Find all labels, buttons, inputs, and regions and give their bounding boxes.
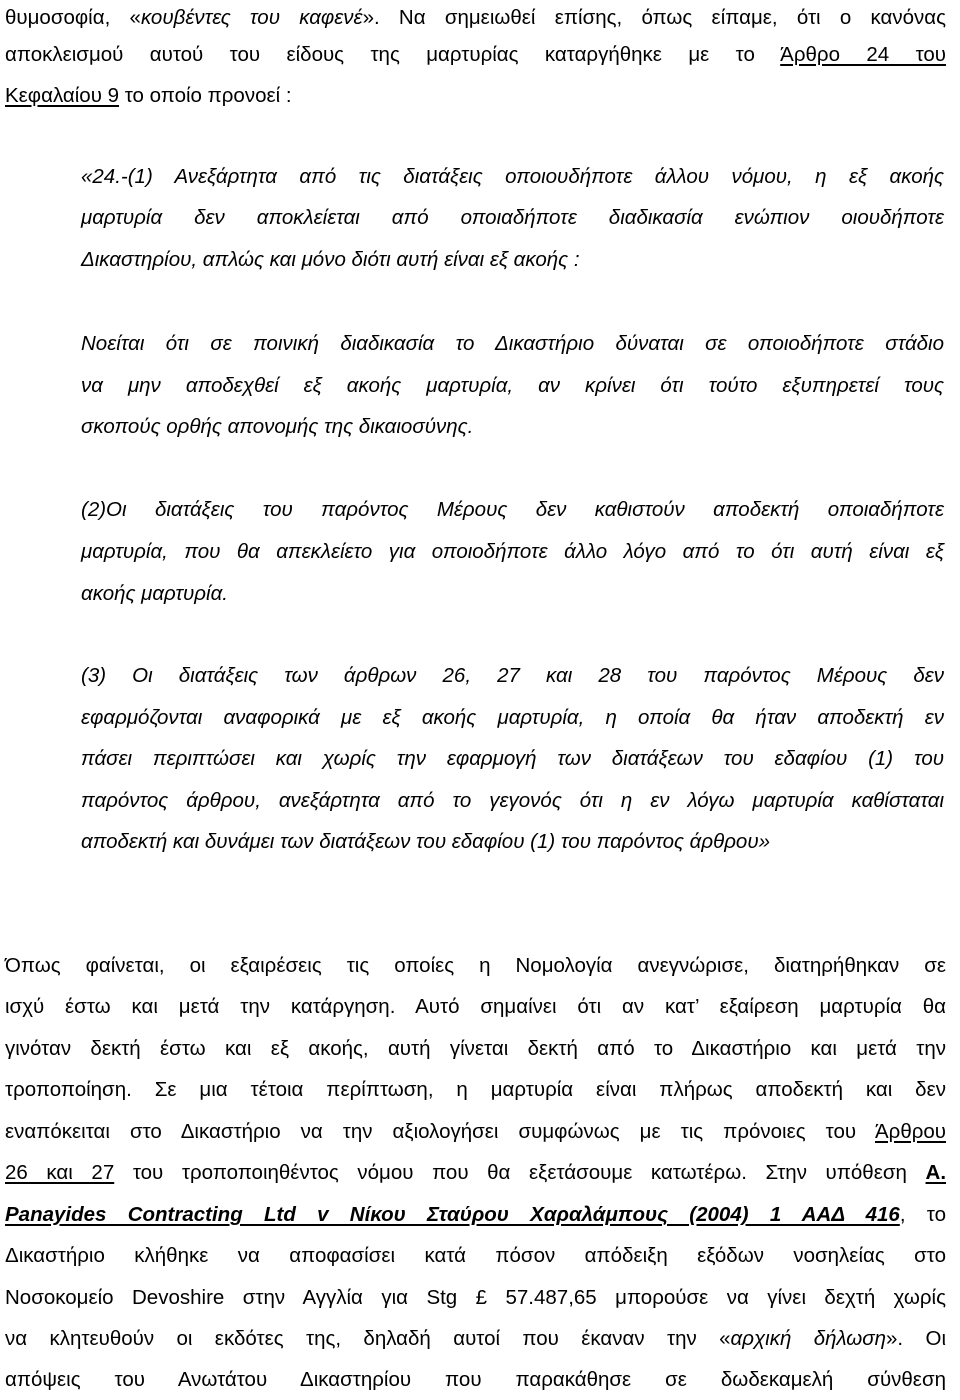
paragraph-line: Δικαστήριο κλήθηκε να αποφασίσει κατά πόσον απόδειξη εξόδων νοσηλείας στο [5,1244,946,1267]
paragraph-line [5,1153,946,1193]
text-run: ». Οι [886,1327,946,1350]
text-run: , το [899,1203,946,1226]
case-citation: Α. [925,1161,947,1184]
quote-line: μαρτυρία, που θα απεκλείετο για οποιοδήποτε άλλο λόγο από το ότι αυτή είναι εξ [81,540,944,563]
quote-line: παρόντος άρθρου, ανεξάρτητα από το γεγονός ότι η εν λόγω μαρτυρία καθίσταται [81,789,944,812]
quote-line: πάσει περιπτώσει και χωρίς την εφαρμογή των διατάξεων του εδαφίου (1) του [81,747,944,770]
quote-line: (3) Οι διατάξεις των άρθρων 26, 27 και 28 του παρόντος Μέρους δεν [81,664,944,687]
quote-line: ακοής μαρτυρία. [81,582,228,605]
paragraph-line: ισχύ έστω και μετά την κατάργηση. Αυτό σημαίνει ότι αν κατ’ εξαίρεση μαρτυρία θα [5,995,946,1018]
paragraph-line: Όπως φαίνεται, οι εξαιρέσεις τις οποίες η Νομολογία ανεγνώρισε, διατηρήθηκαν σε [5,954,946,977]
text-run: το οποίο προνοεί : [119,84,292,107]
paragraph-line [5,76,946,116]
text-run: θυμοσοφία, « [5,6,141,29]
quote-line: σκοπούς ορθής απονομής της δικαιοσύνης. [81,415,474,438]
quote-line: «24.-(1) Ανεξάρτητα από τις διατάξεις οποιουδήποτε άλλου νόμου, η εξ ακοής [81,165,944,188]
case-citation: Panayides Contracting Ltd v Νίκου Σταύρου Χαραλάμπους (2004) 1 ΑΑΔ 416 [5,1203,900,1226]
quote-line: μαρτυρία δεν αποκλείεται από οποιαδήποτε διαδικασία ενώπιον οιουδήποτε [81,206,944,229]
paragraph-line [5,1112,946,1152]
italic-text: κουβέντες του καφενέ [140,6,363,29]
article-reference: Άρθρου [874,1120,946,1143]
quote-line: εφαρμόζονται αναφορικά με εξ ακοής μαρτυρία, η οποία θα ήταν αποδεκτή εν [81,706,944,729]
quote-line: Δικαστηρίου, απλώς και μόνο διότι αυτή είναι εξ ακοής : [81,248,580,271]
text-run: ». Να σημειωθεί επίσης, όπως είπαμε, ότι ο κανόνας [362,6,947,29]
text-run: του τροποποιηθέντος νόμου που θα εξετάσουμε κατωτέρω. Στην υπόθεση [114,1161,926,1184]
paragraph-line [5,1195,946,1235]
quote-line: αποδεκτή και δυνάμει των διατάξεων του εδαφίου (1) του παρόντος άρθρου» [81,830,771,853]
paragraph-line: τροποποίηση. Σε μια τέτοια περίπτωση, η μαρτυρία είναι πλήρως αποδεκτή και δεν [5,1078,946,1101]
quote-line: Νοείται ότι σε ποινική διαδικασία το Δικαστήριο δύναται σε οποιοδήποτε στάδιο [81,332,944,355]
paragraph-line: γινόταν δεκτή έστω και εξ ακοής, αυτή γίνεται δεκτή από το Δικαστήριο και μετά την [5,1037,946,1060]
article-reference: Άρθρο 24 του [780,43,946,66]
italic-text: αρχική δήλωση [730,1327,887,1350]
paragraph-line: απόψεις του Ανωτάτου Δικαστηρίου που παρακάθησε σε δωδεκαμελή σύνθεση [5,1368,946,1391]
text-run: εναπόκειται στο Δικαστήριο να την αξιολογήσει συμφώνως με τις πρόνοιες του [5,1120,875,1143]
text-run: να κλητευθούν οι εκδότες της, δηλαδή αυτοί που έκαναν την « [5,1327,731,1350]
chapter-reference: Κεφαλαίου 9 [5,84,120,107]
quote-line: να μην αποδεχθεί εξ ακοής μαρτυρία, αν κρίνει ότι τούτο εξυπηρετεί τους [81,374,944,397]
paragraph-line [5,0,946,38]
quote-line: (2)Οι διατάξεις του παρόντος Μέρους δεν καθιστούν αποδεκτή οποιαδήποτε [81,498,944,521]
article-reference: 26 και 27 [5,1161,115,1184]
text-run: αποκλεισμού αυτού του είδους της μαρτυρίας καταργήθηκε με το [5,43,781,66]
paragraph-line: Νοσοκομείο Devoshire στην Αγγλία για Stg £ 57.487,65 μπορούσε να γίνει δεχτή χωρίς [5,1286,946,1309]
paragraph-line [5,35,946,75]
paragraph-line [5,1319,946,1359]
